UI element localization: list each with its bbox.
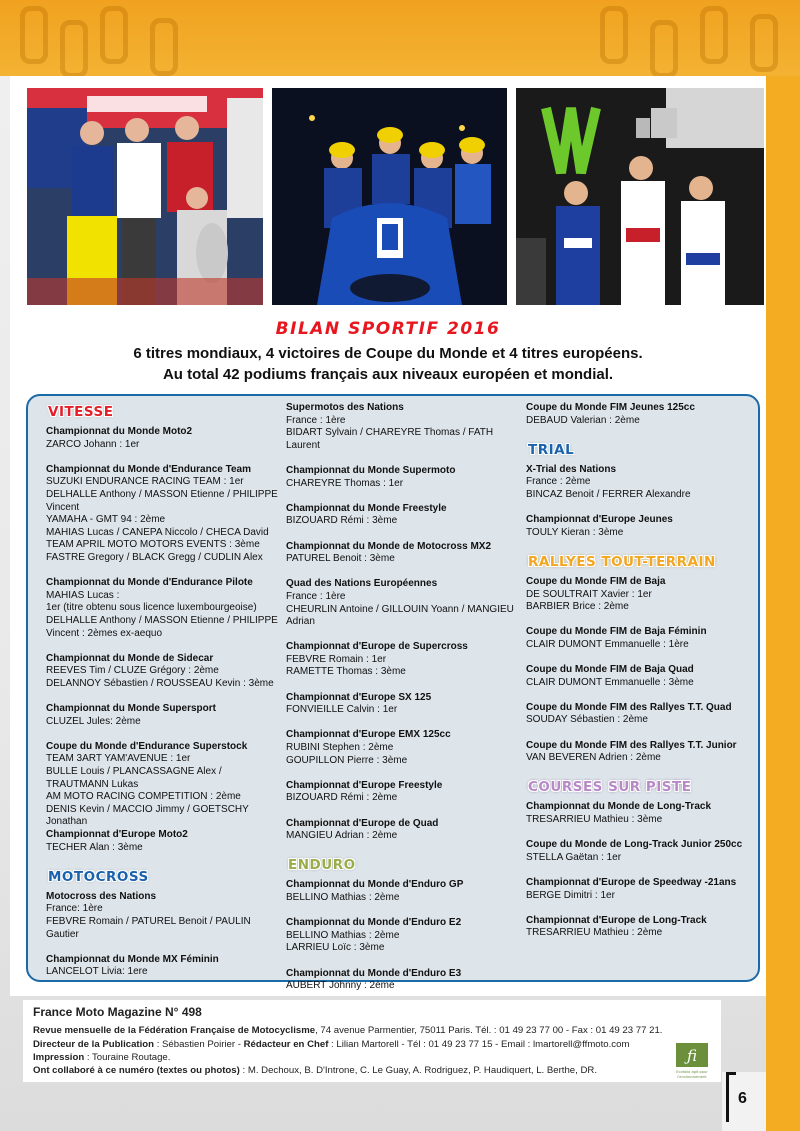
result-title: Coupe du Monde d'Endurance Superstock: [46, 740, 248, 752]
ecofolio-badge: [675, 1042, 709, 1080]
result-line: MAHIAS Lucas / CANEPA Niccolo / CHECA David: [46, 526, 269, 538]
result-line: BARBIER Brice : 2ème: [526, 601, 629, 613]
result-title: Championnat du Monde d'Endurance Team: [46, 463, 251, 475]
photo-motocross-nations: [516, 88, 764, 305]
result-line: BELLINO Mathias : 2ème: [286, 891, 400, 903]
result-line: VAN BEVEREN Adrien : 2ème: [526, 752, 661, 764]
result-entry: [526, 740, 758, 765]
result-title: Championnat du Monde d'Enduro E2: [286, 917, 462, 929]
result-line: FEBVRE Romain : 1er: [286, 653, 387, 665]
result-title: Championnat du Monde Supermoto: [286, 464, 456, 476]
result-line: 1er (titre obtenu sous licence luxembourgeoise): [46, 602, 257, 614]
result-title: Championnat d'Europe de Quad: [286, 817, 439, 829]
result-entry: [526, 702, 758, 727]
result-line: France: 1ère: [46, 903, 103, 915]
result-line: BELLINO Mathias : 2ème: [286, 929, 400, 941]
subtitle-line-1: 6 titres mondiaux, 4 victoires de Coupe du Monde et 4 titres européens.: [133, 345, 643, 362]
result-line: France : 2ème: [526, 476, 591, 488]
result-entry: [286, 729, 518, 767]
result-entry: [46, 891, 278, 941]
result-line: TEAM APRIL MOTO MOTORS EVENTS : 3ème: [46, 539, 260, 551]
page-number-bracket: [726, 1072, 736, 1122]
results-column-1: [46, 402, 278, 992]
masthead-footer: [23, 1000, 721, 1082]
result-entry: [526, 839, 758, 864]
result-entry: [286, 780, 518, 805]
result-title: Championnat d'Europe de Speedway -21ans: [526, 877, 737, 888]
result-title: Supermotos des Nations: [286, 402, 404, 413]
editor-value: : Lilian Martorell - Tél : 01 49 23 77 15 - Email : lmartorell@ffmoto.com: [328, 1039, 630, 1050]
result-entry: [46, 703, 278, 728]
section-heading-enduro: ENDURO: [288, 857, 356, 874]
printing-value: : Touraine Routage.: [84, 1052, 171, 1063]
masthead-line-editors: [33, 1039, 629, 1050]
tread-pattern-icon: [60, 20, 88, 78]
magazine-issue-title: France Moto Magazine N° 498: [33, 1005, 202, 1019]
result-entry: [286, 818, 518, 843]
result-entry: [286, 641, 518, 679]
publisher-address: , 74 avenue Parmentier, 75011 Paris. Tél. : 01 49 23 77 00 - Fax : 01 49 23 77 21.: [315, 1025, 663, 1036]
director-label: Directeur de la Publication: [33, 1039, 155, 1050]
result-entry: [526, 664, 758, 689]
result-title: Championnat d'Europe Freestyle: [286, 779, 443, 791]
result-title: Championnat d'Europe de Long-Track: [526, 914, 707, 926]
result-title: Championnat du Monde Freestyle: [286, 502, 447, 514]
result-entry: [286, 402, 518, 452]
right-orange-strip: [766, 76, 800, 1131]
result-entry: [286, 503, 518, 528]
result-title: Coupe du Monde FIM de Baja Féminin: [526, 626, 707, 638]
photo-supermoto-podium: [27, 88, 263, 305]
result-line: TECHER Alan : 3ème: [46, 841, 143, 853]
publisher-name: Revue mensuelle de la Fédération Française de Motocyclisme: [33, 1025, 316, 1036]
result-title: Championnat du Monde de Motocross MX2: [286, 540, 492, 552]
tread-pattern-icon: [600, 6, 628, 64]
tread-pattern-icon: [100, 6, 128, 64]
result-line: FONVIEILLE Calvin : 1er: [286, 704, 398, 716]
contributors-label: Ont collaboré à ce numéro (textes ou photos): [33, 1065, 240, 1076]
results-column-3: [526, 402, 758, 953]
director-value: : Sébastien Poirier -: [154, 1039, 244, 1050]
result-entry: [526, 801, 758, 826]
masthead-line-printing: [33, 1052, 170, 1063]
tread-pattern-icon: [650, 20, 678, 78]
result-line: RUBINI Stephen : 2ème: [286, 742, 394, 754]
result-line: TOULY Kieran : 3ème: [526, 526, 624, 538]
result-line: MAHIAS Lucas :: [46, 589, 120, 601]
result-line: TRESARRIEU Mathieu : 3ème: [526, 814, 663, 826]
section-heading-rallyes-tout-terrain: RALLYES TOUT-TERRAIN: [528, 553, 716, 570]
result-entry: [526, 402, 758, 427]
result-title: Coupe du Monde FIM de Baja Quad: [526, 664, 694, 676]
result-entry: [286, 578, 518, 628]
result-title: Coupe du Monde FIM des Rallyes T.T. Quad: [526, 701, 732, 713]
result-line: SOUDAY Sébastien : 2ème: [526, 714, 648, 726]
result-entry: [526, 877, 758, 902]
tread-pattern-icon: [700, 6, 728, 64]
result-line: France : 1ère: [286, 590, 346, 602]
result-entry: [46, 577, 278, 640]
result-line: AM MOTO RACING COMPETITION : 2ème: [46, 791, 241, 803]
result-line: CHEURLIN Antoine / GILLOUIN Yoann / MANGIEU Adrian: [286, 603, 514, 628]
result-line: Vincent : 2èmes ex-aequo: [46, 627, 163, 639]
result-line: AUBERT Johnny : 2ème: [286, 980, 395, 992]
result-entry: [526, 626, 758, 651]
results-column-2: [286, 402, 518, 1005]
result-line: LANCELOT Livia: 1ere: [46, 966, 148, 978]
result-title: Coupe du Monde FIM des Rallyes T.T. Junior: [526, 739, 737, 751]
result-line: DELANNOY Sébastien / ROUSSEAU Kevin : 3ème: [46, 677, 274, 689]
section-heading-courses-sur-piste: COURSES SUR PISTE: [528, 779, 692, 796]
result-line: GOUPILLON Pierre : 3ème: [286, 754, 408, 766]
tread-pattern-icon: [750, 14, 778, 72]
result-title: Championnat d'Europe SX 125: [286, 691, 432, 703]
editor-label: Rédacteur en Chef: [243, 1039, 329, 1050]
result-line: CHAREYRE Thomas : 1er: [286, 477, 404, 489]
result-line: CLUZEL Jules: 2ème: [46, 715, 141, 727]
result-line: DELHALLE Anthony / MASSON Etienne / PHILIPPE Vincent: [46, 488, 278, 513]
result-line: RAMETTE Thomas : 3ème: [286, 666, 406, 678]
result-entry: [286, 692, 518, 717]
result-title: Championnat d'Europe de Supercross: [286, 641, 468, 653]
result-title: Championnat du Monde d'Endurance Pilote: [46, 577, 253, 589]
result-entry: [526, 576, 758, 614]
result-entry: [46, 653, 278, 691]
result-title: Championnat du Monde Moto2: [46, 426, 193, 437]
result-line: ZARCO Johann : 1er: [46, 438, 140, 450]
subtitle-line-2: Au total 42 podiums français aux niveaux européen et mondial.: [162, 366, 614, 383]
result-title: Coupe du Monde FIM Jeunes 125cc: [526, 402, 695, 413]
result-line: BIDART Sylvain / CHAREYRE Thomas / FATH Laurent: [286, 427, 494, 451]
result-title: Coupe du Monde FIM de Baja: [526, 575, 666, 587]
result-line: PATUREL Benoit : 3ème: [286, 553, 395, 565]
ecofolio-badge-line-2: l'environnement: [677, 1075, 707, 1079]
result-line: SUZUKI ENDURANCE RACING TEAM : 1er: [46, 476, 244, 488]
result-line: DE SOULTRAIT Xavier : 1er: [526, 588, 652, 600]
result-entry: [46, 954, 278, 979]
section-heading-vitesse: VITESSE: [48, 404, 114, 420]
photo-strip: [27, 88, 765, 306]
result-line: BIZOUARD Rémi : 3ème: [286, 515, 398, 527]
result-title: Championnat du Monde de Sidecar: [46, 652, 214, 664]
result-title: Championnat d'Europe Jeunes: [526, 514, 673, 526]
section-heading-trial: TRIAL: [528, 441, 575, 458]
ecofolio-badge-line-1: Ecofolio agit pour: [676, 1070, 708, 1074]
result-entry: [286, 917, 518, 955]
result-line: TEAM 3ART YAM'AVENUE : 1er: [46, 753, 191, 765]
result-title: Championnat du Monde de Long-Track: [526, 801, 711, 813]
result-title: Championnat du Monde MX Féminin: [46, 953, 219, 965]
result-entry: [46, 741, 278, 829]
result-line: France : 1ère: [286, 414, 346, 426]
result-line: BINCAZ Benoit / FERRER Alexandre: [526, 488, 691, 500]
result-line: DELHALLE Anthony / MASSON Etienne / PHILIPPE: [46, 614, 278, 626]
masthead-line-publisher: [33, 1025, 662, 1036]
main-sheet: [10, 76, 766, 996]
result-entry: [46, 829, 278, 854]
result-title: Championnat du Monde d'Enduro E3: [286, 967, 462, 979]
result-title: Quad des Nations Européennes: [286, 578, 438, 590]
result-entry: [526, 464, 758, 502]
result-line: FEBVRE Romain / PATUREL Benoit / PAULIN Gautier: [46, 915, 251, 940]
result-line: LARRIEU Loïc : 3ème: [286, 942, 385, 954]
tread-pattern-icon: [150, 18, 178, 76]
svg-text:ƒi: ƒi: [686, 1047, 698, 1065]
page-headline: BILAN SPORTIF 2016: [275, 319, 501, 339]
printing-label: Impression: [33, 1052, 85, 1063]
result-title: Championnat d'Europe Moto2: [46, 829, 188, 840]
tread-pattern-icon: [20, 6, 48, 64]
photo-endurance-team: [272, 88, 507, 305]
result-title: Coupe du Monde de Long-Track Junior 250cc: [526, 839, 743, 851]
result-entry: [286, 541, 518, 566]
result-entry: [46, 426, 278, 451]
results-panel: [26, 394, 760, 992]
masthead-line-contributors: [33, 1065, 597, 1076]
result-line: MANGIEU Adrian : 2ème: [286, 830, 398, 842]
result-entry: [46, 464, 278, 565]
result-line: REEVES Tim / CLUZE Grégory : 2ème: [46, 665, 219, 677]
result-title: Motocross des Nations: [46, 890, 157, 902]
result-title: Championnat du Monde Supersport: [46, 703, 216, 715]
result-line: BIZOUARD Rémi : 2ème: [286, 792, 398, 804]
result-line: BULLE Louis / PLANCASSAGNE Alex / TRAUTMANN Lukas: [46, 766, 222, 790]
contributors-value: : M. Dechoux, B. D'Introne, C. Le Guay, A. Rodriguez, P. Haudiquert, L. Berthe, DR.: [239, 1065, 597, 1076]
section-heading-motocross: MOTOCROSS: [48, 868, 149, 885]
result-entry: [286, 968, 518, 993]
result-line: CLAIR DUMONT Emmanuelle : 3ème: [526, 676, 694, 688]
result-title: Championnat du Monde d'Enduro GP: [286, 879, 464, 891]
result-line: FASTRE Gregory / BLACK Gregg / CUDLIN Alex: [46, 551, 263, 563]
result-line: STELLA Gaëtan : 1er: [526, 851, 622, 863]
result-line: TRESARRIEU Mathieu : 2ème: [526, 927, 663, 939]
result-entry: [526, 514, 758, 539]
result-line: BERGE Dimitri : 1er: [526, 889, 615, 901]
result-entry: [526, 915, 758, 940]
result-line: YAMAHA - GMT 94 : 2ème: [46, 514, 166, 526]
result-line: DENIS Kevin / MACCIO Jimmy / GOETSCHY Jonathan: [46, 803, 249, 828]
page-number: 6: [738, 1090, 747, 1107]
result-entry: [286, 465, 518, 490]
result-title: Championnat d'Europe EMX 125cc: [286, 729, 451, 741]
result-line: CLAIR DUMONT Emmanuelle : 1ère: [526, 638, 689, 650]
result-line: DEBAUD Valerian : 2ème: [526, 414, 640, 426]
result-title: X-Trial des Nations: [526, 463, 617, 475]
result-entry: [286, 879, 518, 904]
top-orange-band: [0, 0, 800, 76]
